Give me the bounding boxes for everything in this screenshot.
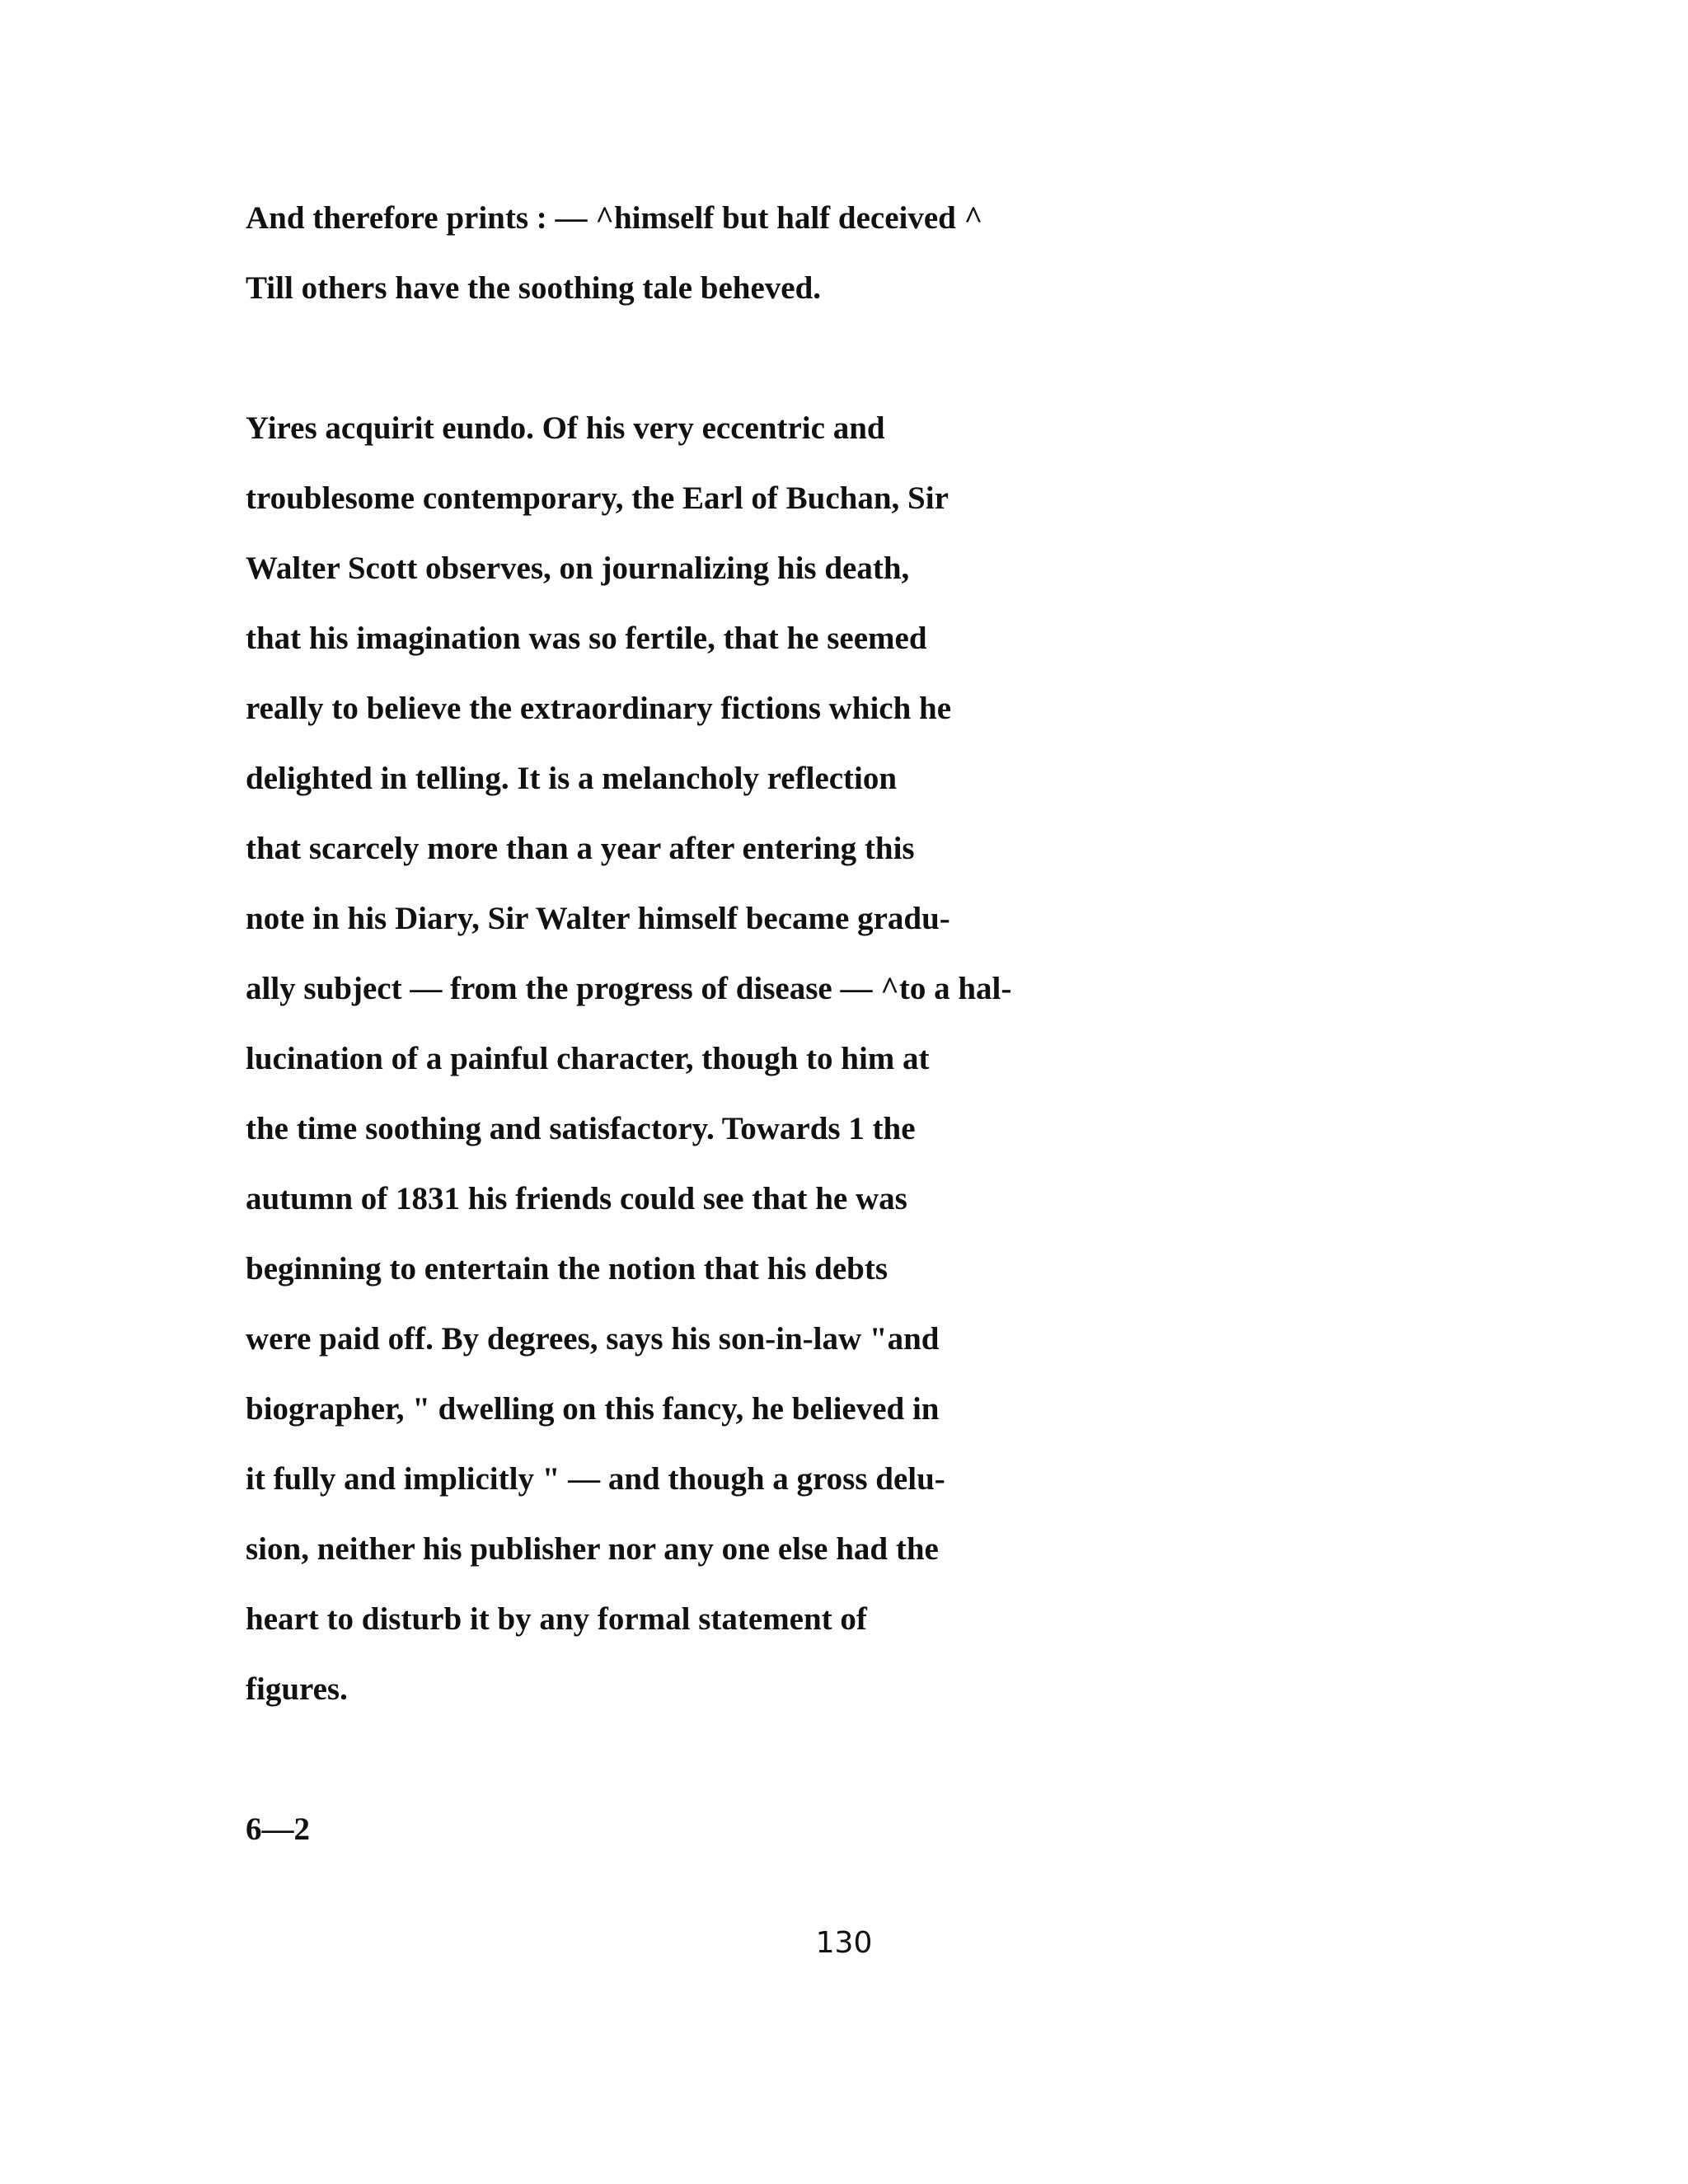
paragraph-line: beginning to entertain the notion that his debts <box>246 1251 889 1286</box>
paragraph-line: Yires acquirit eundo. Of his very eccentric and <box>246 410 885 446</box>
paragraph-line: were paid off. By degrees, says his son-in-law "and <box>246 1321 940 1357</box>
stanza-line: Till others have the soothing tale beheved. <box>246 270 822 306</box>
paragraph-line: ally subject — from the progress of disease — ^to a hal- <box>246 971 1012 1006</box>
paragraph-line: the time soothing and satisfactory. Towards 1 the <box>246 1111 916 1146</box>
paragraph-line: delighted in telling. It is a melancholy reflection <box>246 761 898 796</box>
paragraph-line: lucination of a painful character, though to him at <box>246 1041 930 1076</box>
paragraph-line: that scarcely more than a year after entering this <box>246 831 915 866</box>
signature-mark: 6—2 <box>246 1811 310 1847</box>
paragraph-line: note in his Diary, Sir Walter himself became gradu- <box>246 901 950 936</box>
page-number: 130 <box>815 1926 873 1960</box>
paragraph-line: it fully and implicitly " — and though a gross delu- <box>246 1461 945 1497</box>
paragraph-line: autumn of 1831 his friends could see that he was <box>246 1181 907 1216</box>
paragraph-line: that his imagination was so fertile, that he seemed <box>246 621 927 656</box>
paragraph-line: sion, neither his publisher nor any one else had the <box>246 1531 939 1567</box>
paragraph-line: heart to disturb it by any formal statement of <box>246 1601 867 1637</box>
paragraph-line: biographer, " dwelling on this fancy, he believed in <box>246 1391 940 1427</box>
paragraph-line: Walter Scott observes, on journalizing his death, <box>246 551 910 586</box>
paragraph-line: really to believe the extraordinary fictions which he <box>246 691 952 726</box>
stanza-line: And therefore prints : — ^himself but half deceived ^ <box>246 200 983 236</box>
paragraph-line: troublesome contemporary, the Earl of Buchan, Sir <box>246 480 949 516</box>
paragraph-line: figures. <box>246 1671 348 1707</box>
